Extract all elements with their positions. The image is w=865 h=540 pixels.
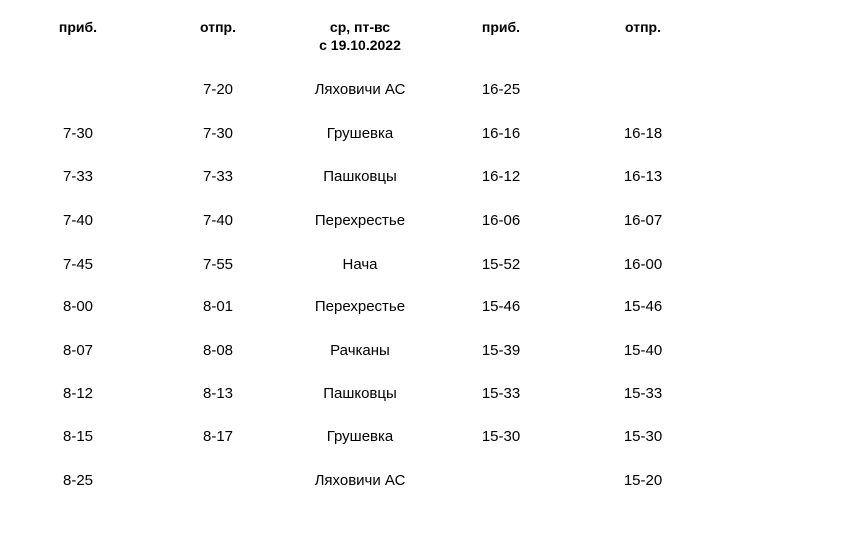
arrival-time-out: 7-33 <box>62 168 94 185</box>
departure-time-out: 8-01 <box>202 298 234 315</box>
departure-time-back: 15-40 <box>623 342 663 359</box>
arrival-time-out: 8-15 <box>62 428 94 445</box>
arrival-time-back: 16-16 <box>481 125 521 142</box>
header-schedule-title <box>290 18 430 54</box>
header-arrival-left: приб. <box>58 19 98 35</box>
departure-time-back: 16-13 <box>623 168 663 185</box>
departure-time-out: 8-17 <box>202 428 234 445</box>
header-arrival-right: приб. <box>481 19 521 35</box>
stop-name: Нача <box>342 256 378 273</box>
departure-time-back: 16-00 <box>623 256 663 273</box>
departure-time-back: 15-33 <box>623 385 663 402</box>
arrival-time-back: 16-12 <box>481 168 521 185</box>
arrival-time-back: 15-39 <box>481 342 521 359</box>
departure-time-back: 15-46 <box>623 298 663 315</box>
arrival-time-out: 7-40 <box>62 212 94 229</box>
header-departure-left: отпр. <box>200 19 236 35</box>
arrival-time-out: 8-12 <box>62 385 94 402</box>
departure-time-out: 7-40 <box>202 212 234 229</box>
stop-name: Грушевка <box>326 428 394 445</box>
departure-time-out: 7-55 <box>202 256 234 273</box>
stop-name: Грушевка <box>326 125 394 142</box>
departure-time-out: 8-13 <box>202 385 234 402</box>
departure-time-back: 16-07 <box>623 212 663 229</box>
header-since-date: с 19.10.2022 <box>319 37 401 53</box>
arrival-time-back: 15-33 <box>481 385 521 402</box>
stop-name: Перехрестье <box>314 298 406 315</box>
arrival-time-back: 15-52 <box>481 256 521 273</box>
departure-time-out: 7-33 <box>202 168 234 185</box>
arrival-time-back: 16-25 <box>481 81 521 98</box>
header-departure-right: отпр. <box>625 19 661 35</box>
stop-name: Пашковцы <box>323 385 397 402</box>
departure-time-out: 8-08 <box>202 342 234 359</box>
arrival-time-out: 7-30 <box>62 125 94 142</box>
arrival-time-out: 8-25 <box>62 472 94 489</box>
arrival-time-back: 15-46 <box>481 298 521 315</box>
departure-time-back: 16-18 <box>623 125 663 142</box>
arrival-time-out: 8-00 <box>62 298 94 315</box>
stop-name: Рачканы <box>330 342 390 359</box>
departure-time-back: 15-20 <box>623 472 663 489</box>
arrival-time-back: 15-30 <box>481 428 521 445</box>
departure-time-out: 7-20 <box>202 81 234 98</box>
stop-name: Пашковцы <box>323 168 397 185</box>
stop-name: Ляховичи АС <box>314 472 406 489</box>
stop-name: Перехрестье <box>314 212 406 229</box>
header-days: ср, пт-вс <box>329 19 391 35</box>
arrival-time-back: 16-06 <box>481 212 521 229</box>
departure-time-back: 15-30 <box>623 428 663 445</box>
stop-name: Ляховичи АС <box>314 81 406 98</box>
arrival-time-out: 8-07 <box>62 342 94 359</box>
arrival-time-out: 7-45 <box>62 256 94 273</box>
departure-time-out: 7-30 <box>202 125 234 142</box>
